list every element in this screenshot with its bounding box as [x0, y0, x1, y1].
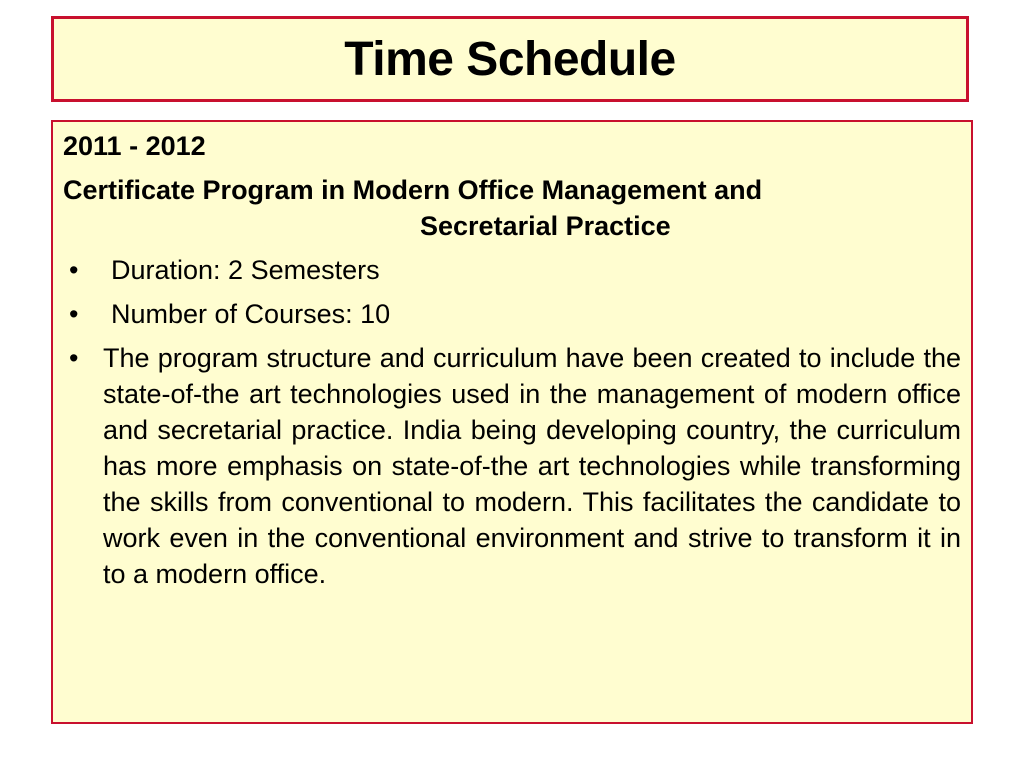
bullet-item-duration	[63, 252, 961, 288]
program-title-line1: Certificate Program in Modern Office Management and	[63, 175, 763, 205]
program-title	[63, 172, 961, 244]
bullet-item-courses	[63, 296, 961, 332]
bullet-icon: •	[69, 255, 79, 285]
slide-title: Time Schedule	[344, 32, 676, 86]
program-title-line2: Secretarial Practice	[420, 211, 671, 241]
bullet-text: Duration: 2 Semesters	[111, 255, 380, 285]
year-range: 2011 - 2012	[63, 131, 206, 161]
content-box	[51, 120, 973, 724]
bullet-text: Number of Courses: 10	[111, 299, 391, 329]
bullet-item-description	[63, 340, 961, 592]
bullet-text: The program structure and curriculum have been created to include the state-of-the art technologies used in the management of modern office and secretarial practice. India being developing country, the curriculum has more emphasis on state-of-the art technologies while transforming the skills from conventional to modern. This facilitates the candidate to work even in the conventional environment and strive to transform it in to a modern office.	[103, 343, 961, 589]
bullet-icon: •	[69, 343, 79, 373]
bullet-icon: •	[69, 299, 79, 329]
title-box	[51, 16, 969, 102]
